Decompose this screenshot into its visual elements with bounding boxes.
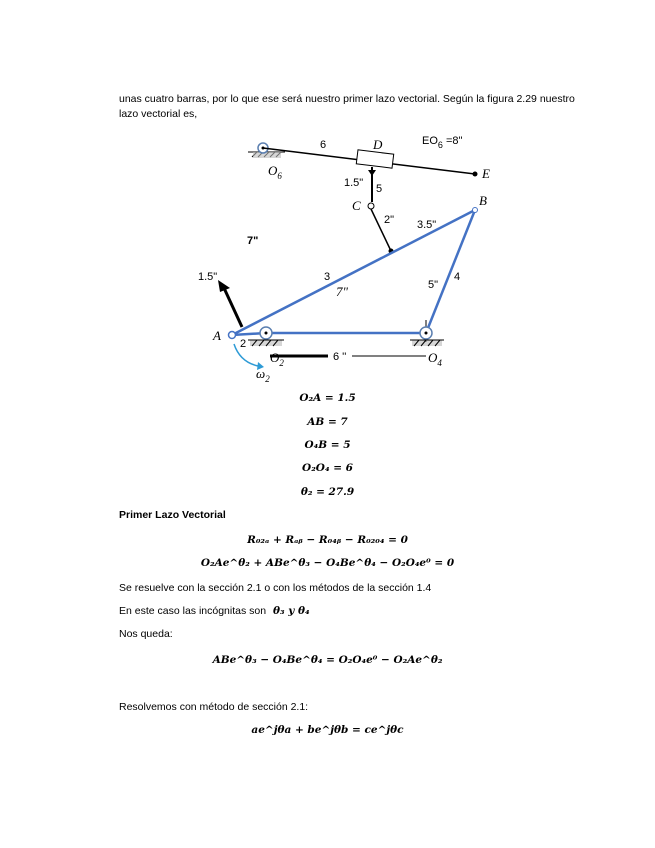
- loop-equation-2: O₂Ae^θ₂ + ABe^θ₃ − O₄Be^θ₄ − O₂O₄e⁰ = 0: [200, 557, 455, 569]
- label-eo6: $EO_6 =8$": [422, 135, 463, 150]
- text-resolvemos: Resolvemos con método de sección 2.1:: [119, 701, 309, 713]
- pin-c: [368, 203, 374, 209]
- text-nos-queda: Nos queda:: [119, 628, 173, 640]
- pin-b: [473, 208, 478, 213]
- label-link-2: 2: [240, 338, 247, 350]
- label-point-o4: $O_4$: [428, 350, 442, 368]
- pin-a: [229, 332, 236, 339]
- label-point-e: E: [482, 166, 490, 181]
- label-dim-7-link3: 7": [336, 284, 348, 299]
- label-link-5: 5: [376, 183, 383, 195]
- text-incognitas: [119, 605, 310, 617]
- label-point-d: D: [373, 137, 383, 152]
- intro-line-1: unas cuatro barras, por lo que ese será nuestro primer lazo vectorial. Según la figura 2.29 nuestro: [119, 93, 575, 105]
- label-omega-2: $\omega_2$: [256, 366, 270, 384]
- label-point-o6: $O_6$: [268, 163, 282, 181]
- label-dim-7-left: 7": [247, 235, 259, 247]
- link-3: [232, 210, 475, 335]
- label-dim-3-5: 3.5": [417, 219, 437, 231]
- label-point-c: C: [352, 198, 361, 213]
- loop-equation-1: R₀₂ₐ + Rₐᵦ − R₀₄ᵦ − R₀₂₀₄ = 0: [247, 534, 408, 546]
- label-point-b: B: [479, 193, 487, 208]
- label-dim-1-5-vert: 1.5": [344, 177, 364, 189]
- label-link-3: 3: [324, 271, 331, 283]
- point-e-dot: [473, 172, 478, 177]
- label-dim-1-5-arrow: 1.5": [198, 271, 218, 283]
- given-o2a: O₂A = 1.5: [299, 392, 356, 404]
- label-dim-6: 6 '': [333, 351, 347, 363]
- text-resuelve: Se resuelve con la sección 2.1 o con los métodos de la sección 1.4: [119, 582, 432, 594]
- label-link-6: 6: [320, 139, 327, 151]
- arrow-1-5: [224, 288, 242, 327]
- eq-nos-queda: ABe^θ₃ − O₄Be^θ₄ = O₂O₄e⁰ − O₂Ae^θ₂: [212, 654, 443, 666]
- intro-line-2: lazo vectorial es,: [119, 108, 198, 120]
- ground-o2: [248, 327, 284, 346]
- given-ab: AB = 7: [307, 416, 348, 428]
- section-title: Primer Lazo Vectorial: [119, 509, 226, 521]
- label-dim-2: 2": [384, 214, 395, 226]
- slider-d: [356, 150, 393, 168]
- given-o4b: O₄B = 5: [304, 439, 351, 451]
- mechanism-figure: [190, 130, 510, 390]
- label-link-4: 4: [454, 271, 461, 283]
- incognitas-math: θ₃ y θ₄: [273, 605, 310, 617]
- given-o2o4: O₂O₄ = 6: [302, 462, 353, 474]
- label-point-o2: $O_2$: [270, 350, 284, 368]
- intro-paragraph: [119, 92, 599, 122]
- text-incognitas-label: En este caso las incógnitas son: [119, 605, 267, 617]
- label-point-a: A: [213, 328, 221, 343]
- eq-final: ae^jθa + be^jθb = ce^jθc: [251, 724, 404, 736]
- given-theta2: θ₂ = 27.9: [300, 486, 355, 498]
- label-dim-5: 5": [428, 279, 439, 291]
